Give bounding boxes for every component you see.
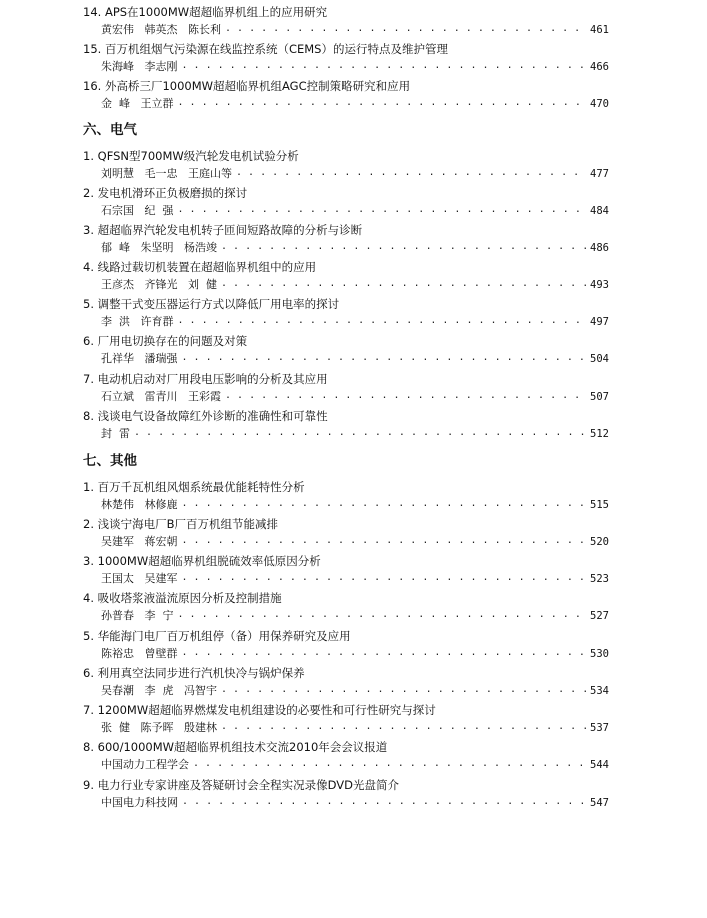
entry-page-number[interactable]: 544 (590, 759, 609, 771)
toc-entry-title[interactable] (83, 739, 623, 755)
entry-authors: 金 峰 王立群 (101, 97, 174, 110)
entry-number: 4. (83, 260, 94, 274)
toc-entry-authors-row (101, 608, 609, 624)
dot-leader (182, 646, 587, 662)
entry-authors: 中国动力工程学会 (101, 758, 189, 771)
entry-page-number[interactable]: 466 (590, 61, 609, 73)
entry-title-text: 百万机组烟气污染源在线监控系统（CEMS）的运行特点及维护管理 (104, 42, 448, 56)
toc-entry-authors-row (101, 166, 609, 182)
entry-number: 5. (83, 629, 94, 643)
entry-title-text: 浅谈宁海电厂B厂百万机组节能减排 (97, 517, 279, 531)
toc-entry-title[interactable] (83, 590, 623, 606)
toc-entry-title[interactable] (83, 479, 623, 495)
dot-leader (182, 351, 587, 367)
dot-leader (177, 96, 586, 112)
toc-entry-authors-row (101, 795, 609, 811)
toc-entry-title[interactable] (83, 777, 623, 793)
entry-title-text: QFSN型700MW级汽轮发电机试验分析 (97, 149, 299, 163)
entry-authors: 石立斌 雷青川 王彩霞 (101, 390, 221, 403)
entry-number: 5. (83, 297, 94, 311)
entry-page-number[interactable]: 547 (590, 797, 609, 809)
entry-number: 1. (83, 149, 94, 163)
entry-page-number[interactable]: 534 (590, 685, 609, 697)
toc-entry-authors-row (101, 720, 609, 736)
toc-entry-title[interactable] (83, 185, 623, 201)
entry-page-number[interactable]: 470 (590, 98, 609, 110)
toc-entry-title[interactable] (83, 702, 623, 718)
toc-entry-authors-row (101, 277, 609, 293)
entry-authors: 李 洪 许育群 (101, 315, 174, 328)
toc-entry-title[interactable] (83, 333, 623, 349)
dot-leader (221, 240, 586, 256)
toc-entry-authors-row (101, 571, 609, 587)
entry-page-number[interactable]: 520 (590, 536, 609, 548)
toc-entry-authors-row (101, 203, 609, 219)
dot-leader (182, 534, 587, 550)
toc-entry-title[interactable] (83, 41, 623, 57)
entry-authors: 黄宏伟 韩英杰 陈长利 (101, 23, 221, 36)
entry-page-number[interactable]: 461 (590, 24, 609, 36)
toc-entry-title[interactable] (83, 516, 623, 532)
dot-leader (193, 757, 586, 773)
toc-entry-title[interactable] (83, 148, 623, 164)
entry-number: 14. (83, 5, 102, 19)
entry-authors: 朱海峰 李志刚 (101, 60, 178, 73)
entry-title-text: 600/1000MW超超临界机组技术交流2010年会会议报道 (97, 740, 388, 754)
entry-page-number[interactable]: 497 (590, 316, 609, 328)
entry-title-text: 厂用电切换存在的问题及对策 (97, 334, 248, 348)
entry-page-number[interactable]: 512 (590, 428, 609, 440)
entry-authors: 封 雷 (101, 427, 130, 440)
entry-title-text: 线路过载切机装置在超超临界机组中的应用 (97, 260, 317, 274)
toc-entry-title[interactable] (83, 371, 623, 387)
entry-title-text: 电动机启动对厂用段电压影响的分析及其应用 (97, 372, 328, 386)
toc-entry-authors-row (101, 389, 609, 405)
entry-number: 6. (83, 334, 94, 348)
entry-number: 9. (83, 778, 94, 792)
entry-title-text: 调整干式变压器运行方式以降低厂用电率的探讨 (97, 297, 340, 311)
toc-entry-title[interactable] (83, 408, 623, 424)
dot-leader (177, 203, 586, 219)
entry-number: 4. (83, 591, 94, 605)
entry-page-number[interactable]: 527 (590, 610, 609, 622)
dot-leader (182, 571, 587, 587)
toc-entry-authors-row (101, 646, 609, 662)
toc-entry-authors-row (101, 534, 609, 550)
entry-authors: 林楚伟 林修鹿 (101, 498, 178, 511)
entry-authors: 吴春潮 李 虎 冯智宇 (101, 684, 217, 697)
entry-authors: 吴建军 蒋宏朝 (101, 535, 178, 548)
toc-entry-title[interactable] (83, 628, 623, 644)
entry-number: 1. (83, 480, 94, 494)
dot-leader (225, 22, 586, 38)
entry-authors: 王国太 吴建军 (101, 572, 178, 585)
toc-entry-title[interactable] (83, 259, 623, 275)
dot-leader (182, 59, 587, 75)
entry-page-number[interactable]: 504 (590, 353, 609, 365)
entry-number: 2. (83, 186, 94, 200)
entry-authors: 石宗国 纪 强 (101, 204, 174, 217)
toc-entry-authors-row (101, 497, 609, 513)
entry-authors: 郁 峰 朱坚明 杨浩竣 (101, 241, 217, 254)
entry-page-number[interactable]: 493 (590, 279, 609, 291)
dot-leader (236, 166, 586, 182)
entry-title-text: 电力行业专家讲座及答疑研讨会全程实况录像DVD光盘简介 (97, 778, 400, 792)
toc-entry-authors-row (101, 426, 609, 442)
entry-number: 6. (83, 666, 94, 680)
entry-authors: 刘明慧 毛一忠 王庭山等 (101, 167, 232, 180)
entry-title-text: 外高桥三厂1000MW超超临界机组AGC控制策略研究和应用 (104, 79, 411, 93)
entry-page-number[interactable]: 486 (590, 242, 609, 254)
dot-leader (221, 720, 586, 736)
toc-entry-authors-row (101, 59, 609, 75)
entry-page-number[interactable]: 530 (590, 648, 609, 660)
toc-entry-authors-row (101, 96, 609, 112)
entry-authors: 孔祥华 潘瑞强 (101, 352, 178, 365)
dot-leader (221, 683, 586, 699)
entry-title-text: 1000MW超超临界机组脱硫效率低原因分析 (97, 554, 321, 568)
toc-entry-title[interactable] (83, 553, 623, 569)
dot-leader (134, 426, 586, 442)
entry-authors: 王彦杰 齐锋光 刘 健 (101, 278, 217, 291)
entry-title-text: 吸收塔浆液溢流原因分析及控制措施 (97, 591, 282, 605)
toc-entry-authors-row (101, 240, 609, 256)
dot-leader (221, 277, 586, 293)
entry-number: 15. (83, 42, 102, 56)
entry-number: 3. (83, 554, 94, 568)
toc-entry-title[interactable] (83, 296, 623, 312)
entry-title-text: APS在1000MW超超临界机组上的应用研究 (104, 5, 328, 19)
section-heading: 七、其他 (83, 453, 137, 469)
entry-number: 7. (83, 372, 94, 386)
entry-title-text: 1200MW超超临界燃煤发电机组建设的必要性和可行性研究与探讨 (97, 703, 436, 717)
entry-number: 7. (83, 703, 94, 717)
entry-title-text: 百万千瓦机组风烟系统最优能耗特性分析 (97, 480, 305, 494)
toc-entry-title[interactable] (83, 4, 623, 20)
entry-title-text: 超超临界汽轮发电机转子匝间短路故障的分析与诊断 (97, 223, 363, 237)
section-heading: 六、电气 (83, 122, 137, 138)
entry-number: 2. (83, 517, 94, 531)
toc-entry-authors-row (101, 22, 609, 38)
toc-entry-authors-row (101, 314, 609, 330)
entry-authors: 中国电力科技网 (101, 796, 178, 809)
entry-title-text: 浅谈电气设备故障红外诊断的准确性和可靠性 (97, 409, 328, 423)
entry-title-text: 利用真空法同步进行汽机快冷与锅炉保养 (97, 666, 305, 680)
entry-authors: 张 健 陈予晖 殷建林 (101, 721, 217, 734)
dot-leader (177, 608, 586, 624)
entry-title-text: 发电机滑环正负极磨损的探讨 (97, 186, 248, 200)
entry-page-number[interactable]: 523 (590, 573, 609, 585)
dot-leader (177, 314, 586, 330)
dot-leader (182, 795, 586, 811)
entry-page-number[interactable]: 477 (590, 168, 609, 180)
toc-entry-authors-row (101, 683, 609, 699)
dot-leader (225, 389, 586, 405)
entry-number: 8. (83, 740, 94, 754)
entry-number: 3. (83, 223, 94, 237)
entry-title-text: 华能海门电厂百万机组停（备）用保养研究及应用 (97, 629, 351, 643)
toc-entry-title[interactable] (83, 222, 623, 238)
entry-page-number[interactable]: 484 (590, 205, 609, 217)
entry-authors: 孙普春 李 宁 (101, 609, 174, 622)
toc-entry-authors-row (101, 757, 609, 773)
dot-leader (182, 497, 587, 513)
entry-number: 8. (83, 409, 94, 423)
toc-entry-title[interactable] (83, 78, 623, 94)
entry-page-number[interactable]: 515 (590, 499, 609, 511)
entry-number: 16. (83, 79, 102, 93)
toc-entry-authors-row (101, 351, 609, 367)
entry-page-number[interactable]: 537 (590, 722, 609, 734)
entry-authors: 陈裕忠 曾壁群 (101, 647, 178, 660)
entry-page-number[interactable]: 507 (590, 391, 609, 403)
toc-entry-title[interactable] (83, 665, 623, 681)
